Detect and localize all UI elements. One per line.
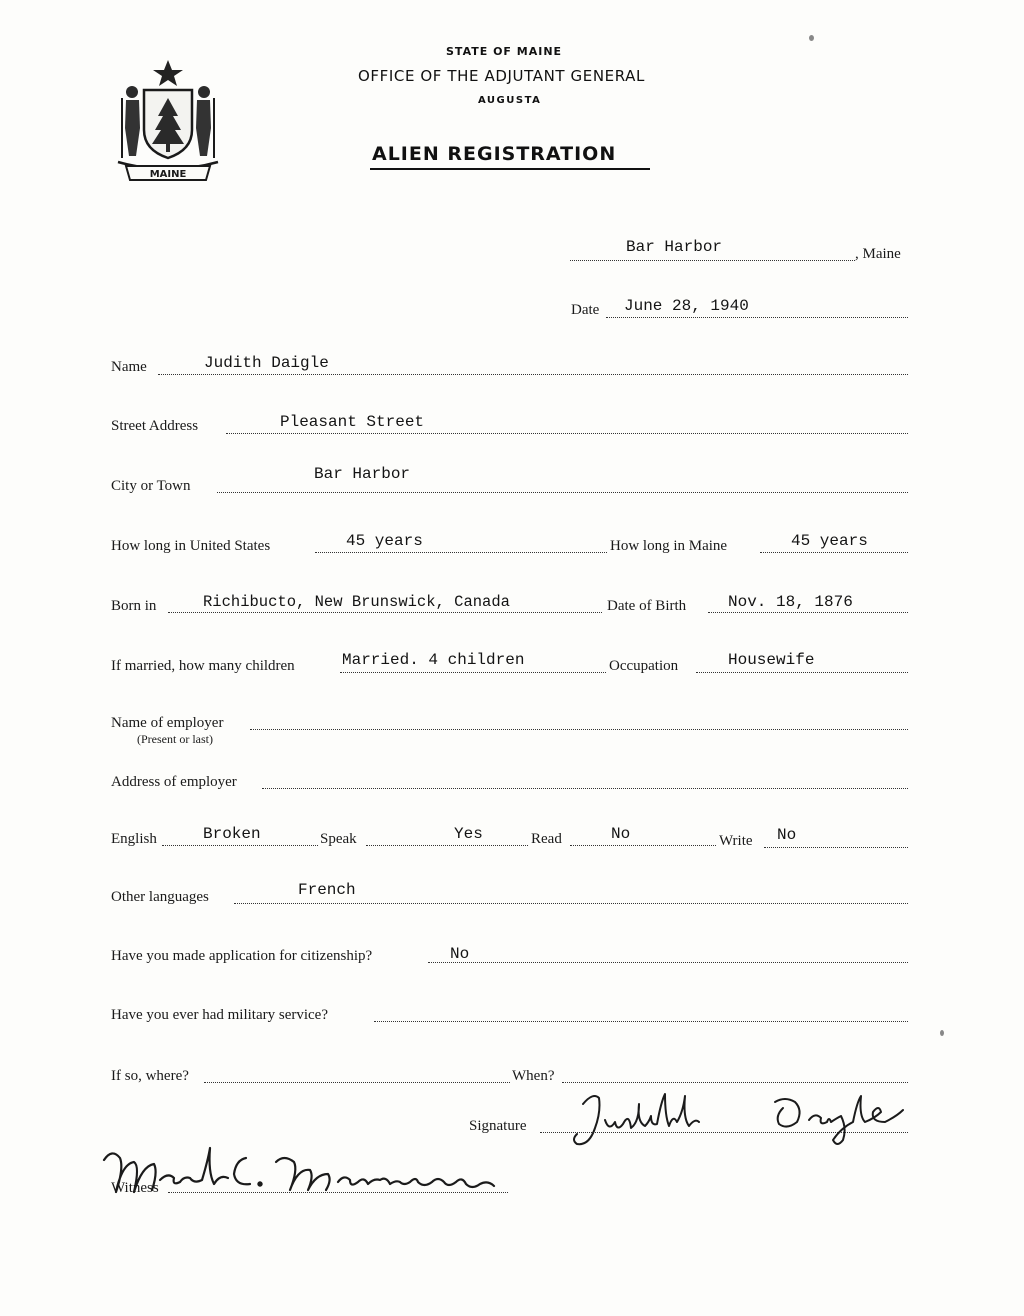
speak-line bbox=[366, 845, 528, 846]
citizenship-line bbox=[428, 962, 908, 963]
place-value: Bar Harbor bbox=[626, 238, 723, 256]
header-office: OFFICE OF THE ADJUTANT GENERAL bbox=[358, 67, 645, 85]
read-line bbox=[570, 845, 716, 846]
name-label: Name bbox=[111, 359, 147, 375]
english-value: Broken bbox=[203, 825, 261, 843]
employer-address-label: Address of employer bbox=[111, 774, 237, 790]
where-label: If so, where? bbox=[111, 1068, 189, 1084]
street-line bbox=[226, 433, 908, 434]
paper-speck bbox=[940, 1030, 944, 1036]
signature-label: Signature bbox=[469, 1118, 527, 1134]
street-label: Street Address bbox=[111, 418, 199, 434]
street-value: Pleasant Street bbox=[280, 413, 425, 431]
birth-date-value: Nov. 18, 1876 bbox=[728, 593, 853, 611]
seal-ribbon-text: MAINE bbox=[149, 169, 187, 180]
date-line bbox=[606, 317, 908, 318]
write-value: No bbox=[777, 826, 797, 844]
header-city: AUGUSTA bbox=[478, 95, 542, 106]
english-line bbox=[162, 845, 318, 846]
date-label: Date bbox=[571, 302, 600, 318]
page-title: ALIEN REGISTRATION bbox=[372, 143, 617, 165]
place-line bbox=[570, 260, 855, 261]
maine-duration-label: How long in Maine bbox=[610, 538, 728, 554]
city-label: City or Town bbox=[111, 478, 191, 494]
speak-value: Yes bbox=[454, 825, 483, 843]
children-label: If married, how many children bbox=[111, 658, 295, 674]
header-state: STATE OF MAINE bbox=[446, 45, 563, 58]
children-line bbox=[340, 672, 606, 673]
military-label: Have you ever had military service? bbox=[111, 1007, 328, 1023]
write-line bbox=[764, 847, 908, 848]
born-in-value: Richibucto, New Brunswick, Canada bbox=[203, 593, 510, 611]
city-value: Bar Harbor bbox=[314, 465, 411, 483]
name-line bbox=[158, 374, 908, 375]
born-in-line bbox=[168, 612, 602, 613]
state-seal-icon bbox=[112, 58, 224, 183]
other-languages-value: French bbox=[298, 881, 356, 899]
read-value: No bbox=[611, 825, 631, 843]
occupation-value: Housewife bbox=[728, 651, 815, 669]
witness-label: Witness bbox=[111, 1180, 159, 1196]
employer-name-label: Name of employer bbox=[111, 715, 224, 731]
place-suffix: , Maine bbox=[855, 246, 901, 262]
when-label: When? bbox=[512, 1068, 555, 1084]
other-languages-label: Other languages bbox=[111, 889, 209, 905]
maine-duration-value: 45 years bbox=[791, 532, 868, 550]
date-value: June 28, 1940 bbox=[624, 297, 749, 315]
city-line bbox=[217, 492, 908, 493]
other-languages-line bbox=[234, 903, 908, 904]
maine-duration-line bbox=[760, 552, 908, 553]
english-label: English bbox=[111, 831, 157, 847]
citizenship-value: No bbox=[450, 945, 470, 963]
employer-name-line bbox=[250, 729, 908, 730]
speak-label: Speak bbox=[320, 831, 357, 847]
born-in-label: Born in bbox=[111, 598, 157, 614]
children-value: Married. 4 children bbox=[342, 651, 525, 669]
citizenship-label: Have you made application for citizenship? bbox=[111, 948, 373, 964]
birth-date-line bbox=[708, 612, 908, 613]
paper-speck bbox=[809, 35, 814, 41]
military-line bbox=[374, 1021, 908, 1022]
name-value: Judith Daigle bbox=[204, 354, 329, 372]
birth-date-label: Date of Birth bbox=[607, 598, 687, 614]
us-duration-line bbox=[315, 552, 607, 553]
occupation-line bbox=[696, 672, 908, 673]
read-label: Read bbox=[531, 831, 562, 847]
write-label: Write bbox=[719, 833, 753, 849]
where-line bbox=[204, 1082, 510, 1083]
occupation-label: Occupation bbox=[609, 658, 679, 674]
title-underline bbox=[370, 168, 650, 170]
us-duration-value: 45 years bbox=[346, 532, 423, 550]
employer-name-sublabel: (Present or last) bbox=[137, 732, 213, 746]
us-duration-label: How long in United States bbox=[111, 538, 271, 554]
employer-address-line bbox=[262, 788, 908, 789]
